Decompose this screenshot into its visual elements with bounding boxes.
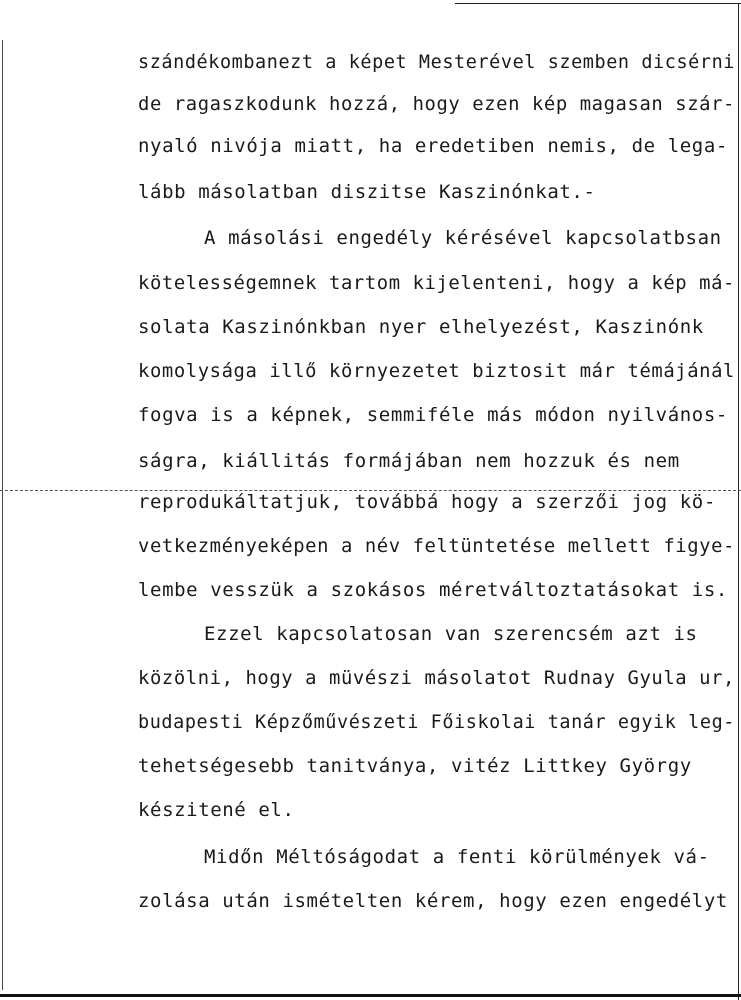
text-line: de ragaszkodunk hozzá, hogy ezen kép magasan szár- bbox=[138, 93, 735, 115]
text-line: lább másolatban diszitse Kaszinónkat.- bbox=[138, 181, 596, 203]
text-line: közölni, hogy a müvészi másolatot Rudnay Gyula ur, bbox=[138, 667, 735, 689]
text-line: nyaló nivója miatt, ha eredetiben nemis, de lega- bbox=[138, 135, 728, 157]
text-line: kötelességemnek tartom kijelenteni, hogy a kép má- bbox=[138, 272, 735, 294]
text-line: vetkezményeképen a név feltüntetése mellett figye- bbox=[138, 535, 735, 557]
text-line: készitené el. bbox=[138, 799, 295, 821]
scan-border-top bbox=[455, 3, 741, 4]
text-line: szándékombanezt a képet Mesterével szemben dicsérni bbox=[138, 51, 735, 73]
text-line: budapesti Képzőművészeti Főiskolai tanár egyik leg- bbox=[138, 711, 735, 733]
text-line: Midőn Méltóságodat a fenti körülmények vá- bbox=[204, 846, 710, 868]
text-line: zolása után ismételten kérem, hogy ezen engedélyt bbox=[138, 890, 728, 912]
text-line: lembe vesszük a szokásos méretváltoztatásokat is. bbox=[138, 579, 728, 601]
text-line: A másolási engedély kérésével kapcsolatbsan bbox=[204, 227, 722, 249]
scan-border-left bbox=[2, 40, 3, 990]
text-line: solata Kaszinónkban nyer elhelyezést, Kaszinónk bbox=[138, 316, 704, 338]
text-line: Ezzel kapcsolatosan van szerencsém azt is bbox=[204, 623, 698, 645]
scan-border-right bbox=[738, 3, 739, 1000]
text-line: reprodukáltatjuk, továbbá hogy a szerzői jog kö- bbox=[138, 491, 716, 513]
scan-border-bottom bbox=[0, 994, 741, 997]
text-line: tehetségesebb tanitványa, vitéz Littkey György bbox=[138, 755, 692, 777]
text-line: fogva is a képnek, semmiféle más módon nyilvános- bbox=[138, 404, 728, 426]
text-line: komolysága illő környezetet biztosit már témájánál bbox=[138, 360, 735, 382]
text-line: ságra, kiállitás formájában nem hozzuk és nem bbox=[138, 450, 680, 472]
